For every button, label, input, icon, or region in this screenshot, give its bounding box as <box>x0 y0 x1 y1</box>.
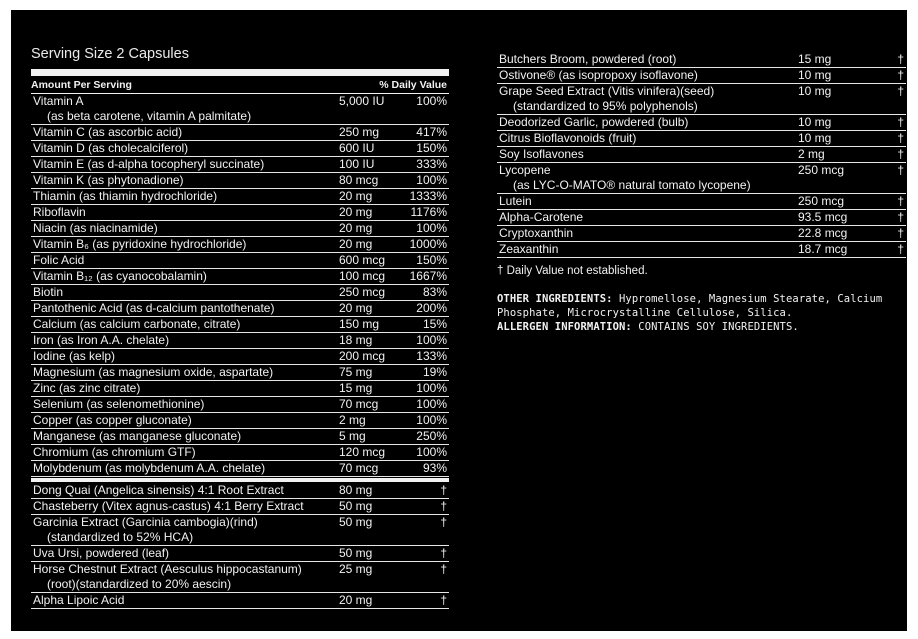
ingredient-name <box>31 141 339 156</box>
daily-value: 333% <box>416 157 447 171</box>
table-row <box>31 157 449 173</box>
other-ingredients-text: Hypromellose, Magnesium Stearate, Calcium Phosphate, Microcrystalline Cellulose, Silica. <box>497 293 883 319</box>
ingredient-label: Garcinia Extract (Garcinia cambogia)(rind) <box>33 515 258 529</box>
ingredient-name <box>497 115 798 130</box>
table-row <box>497 147 906 163</box>
section-divider <box>31 478 449 482</box>
ingredient-amount: 10 mg <box>798 68 832 82</box>
daily-value: † <box>897 163 904 177</box>
table-row <box>497 84 906 115</box>
ingredient-name <box>31 173 339 188</box>
ingredient-amount: 250 mcg <box>339 285 386 299</box>
table-row <box>31 301 449 317</box>
table-row <box>31 365 449 381</box>
table-row <box>31 221 449 237</box>
ingredient-name <box>31 413 339 428</box>
ingredient-name <box>497 163 798 193</box>
ingredient-amount: 600 mcg <box>339 253 386 267</box>
ingredient-amount: 20 mg <box>339 205 373 219</box>
ingredient-label: Vitamin C (as ascorbic acid) <box>33 125 183 139</box>
daily-value: 417% <box>416 125 447 139</box>
daily-value: 100% <box>416 397 447 411</box>
table-row <box>497 131 906 147</box>
table-row <box>31 515 449 546</box>
ingredient-amount: 2 mg <box>798 147 825 161</box>
ingredient-name <box>31 349 339 364</box>
ingredient-label: Calcium (as calcium carbonate, citrate) <box>33 317 241 331</box>
ingredient-name <box>497 131 798 146</box>
daily-value: 100% <box>416 381 447 395</box>
ingredient-label: Riboflavin <box>33 205 86 219</box>
table-row <box>31 173 449 189</box>
daily-value: 100% <box>416 413 447 427</box>
serving-size: Serving Size 2 Capsules <box>31 46 189 62</box>
table-row <box>31 499 449 515</box>
ingredient-amount: 250 mcg <box>798 163 845 177</box>
ingredient-name <box>497 194 798 209</box>
table-row <box>31 237 449 253</box>
ingredient-amount: 93.5 mcg <box>798 210 848 224</box>
table-row <box>31 413 449 429</box>
ingredient-label: Chromium (as chromium GTF) <box>33 445 196 459</box>
ingredient-name <box>31 562 339 592</box>
supplement-facts-panel <box>11 10 907 631</box>
ingredient-name <box>31 253 339 268</box>
ingredient-name <box>31 285 339 300</box>
ingredient-amount: 200 mcg <box>339 349 386 363</box>
table-row <box>497 210 906 226</box>
ingredient-label: Copper (as copper gluconate) <box>33 413 192 427</box>
ingredient-amount: 50 mg <box>339 546 373 560</box>
ingredient-label: Pantothenic Acid (as d-calcium pantothenate) <box>33 301 275 315</box>
daily-value: 100% <box>416 221 447 235</box>
daily-value: 200% <box>416 301 447 315</box>
ingredient-amount: 22.8 mcg <box>798 226 848 240</box>
ingredient-amount: 70 mcg <box>339 397 379 411</box>
ingredient-amount: 20 mg <box>339 237 373 251</box>
table-row <box>31 141 449 157</box>
ingredient-name <box>497 52 798 67</box>
daily-value: 133% <box>416 349 447 363</box>
daily-value: 150% <box>416 253 447 267</box>
ingredient-label: Manganese (as manganese gluconate) <box>33 429 242 443</box>
ingredient-name <box>31 397 339 412</box>
ingredient-amount: 20 mg <box>339 189 373 203</box>
ingredient-label: Lutein <box>499 194 532 208</box>
ingredient-label: Horse Chestnut Extract (Aesculus hippocastanum) <box>33 562 302 576</box>
ingredient-amount: 250 mg <box>339 125 380 139</box>
ingredient-label: Chasteberry (Vitex agnus-castus) 4:1 Berry Extract <box>33 499 304 513</box>
table-row <box>497 52 906 68</box>
ingredient-amount: 100 IU <box>339 157 375 171</box>
ingredient-amount: 75 mg <box>339 365 373 379</box>
ingredient-name <box>31 189 339 204</box>
ingredient-label: Selenium (as selenomethionine) <box>33 397 205 411</box>
ingredient-amount: 10 mg <box>798 115 832 129</box>
table-row <box>31 429 449 445</box>
table-row <box>31 546 449 562</box>
daily-value: 93% <box>422 461 447 475</box>
ingredient-amount: 50 mg <box>339 499 373 513</box>
ingredient-label: Butchers Broom, powdered (root) <box>499 52 677 66</box>
table-header <box>31 76 449 94</box>
ingredient-name <box>31 499 339 514</box>
ingredient-amount: 80 mcg <box>339 173 379 187</box>
table-row <box>31 205 449 221</box>
ingredient-amount: 150 mg <box>339 317 380 331</box>
ingredient-amount: 5,000 IU <box>339 94 385 108</box>
ingredient-name <box>497 68 798 83</box>
daily-value: 83% <box>422 285 447 299</box>
daily-value: 19% <box>422 365 447 379</box>
ingredient-label: Vitamin A <box>33 94 84 108</box>
ingredient-label: Soy Isoflavones <box>499 147 584 161</box>
daily-value: † <box>897 242 904 256</box>
table-row <box>497 242 906 258</box>
table-row <box>31 483 449 499</box>
ingredient-label: Magnesium (as magnesium oxide, aspartate) <box>33 365 274 379</box>
ingredient-amount: 15 mg <box>798 52 832 66</box>
ingredient-label: Vitamin D (as cholecalciferol) <box>33 141 189 155</box>
table-row <box>31 269 449 285</box>
daily-value: † <box>897 147 904 161</box>
table-row <box>31 381 449 397</box>
ingredient-detail: (standardized to 52% HCA) <box>47 530 194 544</box>
ingredient-label: Alpha-Carotene <box>499 210 584 224</box>
ingredient-label: Lycopene <box>499 163 551 177</box>
table-row <box>31 285 449 301</box>
ingredient-amount: 120 mcg <box>339 445 386 459</box>
ingredient-label: Vitamin B₆ (as pyridoxine hydrochloride) <box>33 237 247 251</box>
daily-value: † <box>897 52 904 66</box>
ingredient-name <box>497 226 798 241</box>
other-ingredients-label: OTHER INGREDIENTS: <box>497 293 613 305</box>
ingredient-detail: (standardized to 95% polyphenols) <box>513 99 698 113</box>
ingredient-name <box>31 365 339 380</box>
ingredient-name <box>497 147 798 162</box>
table-row <box>31 445 449 461</box>
vitamins-list <box>31 94 449 477</box>
daily-value: † <box>897 131 904 145</box>
table-row <box>31 349 449 365</box>
ingredient-name <box>31 125 339 140</box>
daily-value: † <box>897 210 904 224</box>
ingredient-name <box>31 237 339 252</box>
ingredient-label: Iodine (as kelp) <box>33 349 116 363</box>
top-thick-rule <box>31 69 449 76</box>
table-row <box>31 253 449 269</box>
ingredient-amount: 20 mg <box>339 301 373 315</box>
daily-value: † <box>897 115 904 129</box>
daily-value: 15% <box>422 317 447 331</box>
table-row <box>497 194 906 210</box>
table-row <box>31 189 449 205</box>
daily-value: † <box>897 194 904 208</box>
ingredient-amount: 10 mg <box>798 131 832 145</box>
allergen-label: ALLERGEN INFORMATION: <box>497 321 632 333</box>
daily-value: 100% <box>416 333 447 347</box>
ingredient-amount: 50 mg <box>339 515 373 529</box>
table-row <box>31 461 449 477</box>
ingredient-name <box>497 242 798 257</box>
ingredient-amount: 20 mg <box>339 593 373 607</box>
ingredient-label: Vitamin K (as phytonadione) <box>33 173 184 187</box>
allergen-text: CONTAINS SOY INGREDIENTS. <box>638 321 799 333</box>
daily-value: 100% <box>416 173 447 187</box>
ingredient-amount: 600 IU <box>339 141 375 155</box>
daily-value: 1176% <box>410 205 447 219</box>
right-column <box>497 52 906 334</box>
ingredient-name <box>31 461 339 476</box>
daily-value: † <box>440 593 447 607</box>
ingredient-name <box>31 483 339 498</box>
daily-value: † <box>897 68 904 82</box>
daily-value: 1333% <box>409 189 447 203</box>
ingredient-label: Molybdenum (as molybdenum A.A. chelate) <box>33 461 266 475</box>
table-row <box>497 226 906 242</box>
table-row <box>497 115 906 131</box>
ingredient-name <box>31 546 339 561</box>
footnote: † Daily Value not established. <box>497 265 648 277</box>
ingredient-name <box>31 593 339 608</box>
daily-value: 1667% <box>409 269 447 283</box>
other-ingredients <box>497 292 906 334</box>
daily-value: † <box>440 546 447 560</box>
ingredient-label: Thiamin (as thiamin hydrochloride) <box>33 189 218 203</box>
ingredient-amount: 70 mcg <box>339 461 379 475</box>
table-row <box>31 397 449 413</box>
ingredient-label: Ostivone® (as isopropoxy isoflavone) <box>499 68 698 82</box>
ingredient-amount: 18 mg <box>339 333 373 347</box>
ingredient-detail: (as LYC-O-MATO® natural tomato lycopene) <box>513 178 751 192</box>
ingredient-label: Citrus Bioflavonoids (fruit) <box>499 131 637 145</box>
ingredient-label: Niacin (as niacinamide) <box>33 221 158 235</box>
table-row <box>31 94 449 125</box>
ingredient-name <box>31 205 339 220</box>
daily-value-label: % Daily Value <box>379 78 447 91</box>
ingredient-detail: (root)(standardized to 20% aescin) <box>47 577 232 591</box>
ingredient-name <box>31 429 339 444</box>
amount-per-serving-label: Amount Per Serving <box>31 78 132 91</box>
ingredient-label: Deodorized Garlic, powdered (bulb) <box>499 115 689 129</box>
daily-value: 100% <box>416 445 447 459</box>
ingredient-amount: 15 mg <box>339 381 373 395</box>
ingredient-amount: 100 mcg <box>339 269 386 283</box>
daily-value: † <box>897 84 904 98</box>
table-row <box>31 125 449 141</box>
ingredient-label: Zeaxanthin <box>499 242 559 256</box>
table-row <box>497 163 906 194</box>
daily-value: † <box>897 226 904 240</box>
ingredient-label: Uva Ursi, powdered (leaf) <box>33 546 170 560</box>
daily-value: 250% <box>416 429 447 443</box>
ingredient-name <box>31 157 339 172</box>
table-row <box>31 593 449 609</box>
ingredient-label: Dong Quai (Angelica sinensis) 4:1 Root Extract <box>33 483 284 497</box>
daily-value: † <box>440 562 447 576</box>
daily-value: † <box>440 483 447 497</box>
table-row <box>31 333 449 349</box>
ingredient-label: Cryptoxanthin <box>499 226 574 240</box>
daily-value: 150% <box>416 141 447 155</box>
ingredient-label: Biotin <box>33 285 64 299</box>
ingredient-name <box>497 210 798 225</box>
ingredient-name <box>31 269 339 284</box>
ingredient-label: Vitamin E (as d-alpha tocopheryl succinate) <box>33 157 265 171</box>
ingredient-amount: 5 mg <box>339 429 366 443</box>
ingredient-name <box>31 445 339 460</box>
ingredient-amount: 80 mg <box>339 483 373 497</box>
ingredient-amount: 20 mg <box>339 221 373 235</box>
ingredient-amount: 2 mg <box>339 413 366 427</box>
daily-value: 1000% <box>409 237 447 251</box>
table-row <box>31 317 449 333</box>
daily-value: 100% <box>416 94 447 108</box>
ingredient-name <box>31 301 339 316</box>
ingredient-name <box>497 84 798 114</box>
ingredient-amount: 10 mg <box>798 84 832 98</box>
table-row <box>497 68 906 84</box>
extracts-list <box>31 483 449 609</box>
right-items-list <box>497 52 906 258</box>
left-column <box>31 45 449 609</box>
ingredient-name <box>31 381 339 396</box>
ingredient-label: Vitamin B₁₂ (as cyanocobalamin) <box>33 269 207 283</box>
daily-value: † <box>440 515 447 529</box>
table-row <box>31 562 449 593</box>
ingredient-amount: 250 mcg <box>798 194 845 208</box>
ingredient-name <box>31 515 339 545</box>
ingredient-label: Iron (as Iron A.A. chelate) <box>33 333 170 347</box>
ingredient-amount: 25 mg <box>339 562 373 576</box>
ingredient-label: Zinc (as zinc citrate) <box>33 381 141 395</box>
ingredient-name <box>31 333 339 348</box>
ingredient-detail: (as beta carotene, vitamin A palmitate) <box>47 109 252 123</box>
ingredient-name <box>31 221 339 236</box>
ingredient-name <box>31 317 339 332</box>
ingredient-amount: 18.7 mcg <box>798 242 848 256</box>
daily-value: † <box>440 499 447 513</box>
ingredient-label: Grape Seed Extract (Vitis vinifera)(seed) <box>499 84 715 98</box>
ingredient-label: Alpha Lipoic Acid <box>33 593 125 607</box>
ingredient-label: Folic Acid <box>33 253 85 267</box>
ingredient-name <box>31 94 339 124</box>
